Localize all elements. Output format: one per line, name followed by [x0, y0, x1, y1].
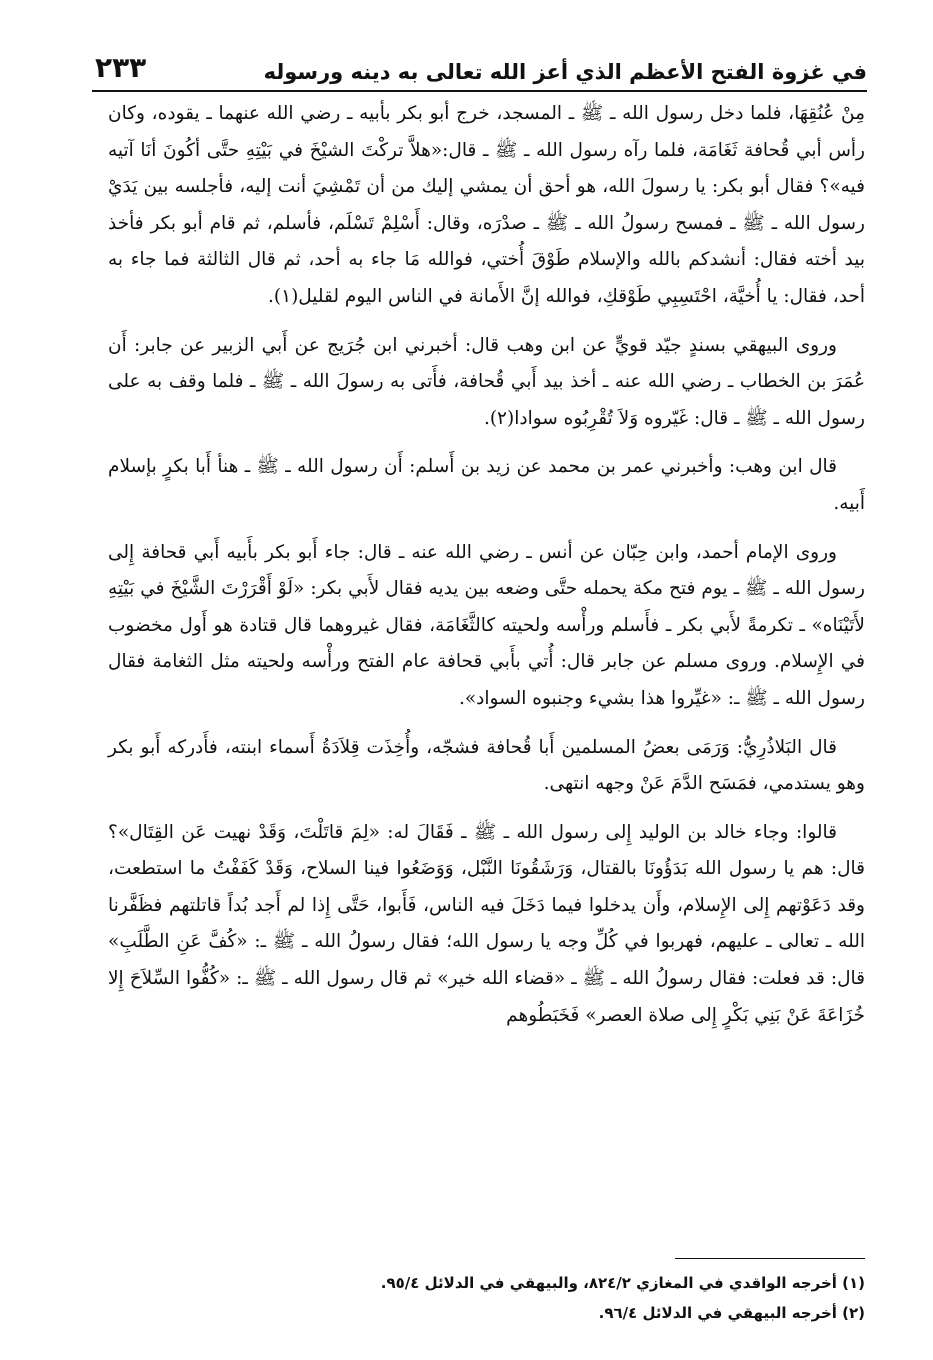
body-text	[108, 96, 865, 1046]
paragraph: قال ابن وهب: وأخبرني عمر بن محمد عن زيد بن أَسلم: أَن رسول الله ـ ﷺ ـ هنأ أَبا بكرٍ بإسلام أَبيه.	[108, 456, 865, 514]
paragraph: وروى الإمام أحمد، وابن حِبّان عن أنس ـ رضي الله عنه ـ قال: جاء أَبو بكر بأَبيه أَبي قحافة إِلى رسول الله ـ ﷺ ـ يوم فتح مكة يحمله حتَّى وضعه بين يديه فقال لأَبي بكر: «لَوْ أَقْرَرْتَ الشَّيْخَ في بَيْتِهِ لأَتَيْنَاه» ـ تكرمةً لأَبي بكر ـ فأَسلم ورأْسه ولحيته كالثَّغَامَة، فقال غيروهما قال قتادة هو أَول مخضوب في الإِسلام. وروى مسلم عن جابر قال: أُتي بأَبي قحافة عام الفتح ورأْسه ولحيته مثل الثغامة فقال رسول الله ـ ﷺ ـ: «غيِّروا هذا بشيء وجنبوه السواد».	[108, 541, 865, 709]
paragraph: مِنْ عُنُقِهَا، فلما دخل رسول الله ـ ﷺ ـ المسجد، خرج أبو بكر بأبيه ـ رضي الله عنهما ـ يقوده، وكان رأس أبي قُحافة ثَغَامَة، فلما رآه رسول الله ـ ﷺ ـ قال:«هلاَّ تركْتَ الشيْخَ في بَيْتِهِ حتَّى أكُونَ أنَا آتيه فيه»؟ فقال أبو بكر: يا رسولَ الله، هو أحق أن يمشي إليك من أن تَمْشِيَ أنت إليه، فأجلسه بين يَدَيْ رسول الله ـ ﷺ ـ فمسح رسولُ الله ـ ﷺ ـ صدْرَه، وقال: أَسْلِمْ تَسْلَم، فأسلم، ثم قام أبو بكر فأخذ بيد أخته فقال: أنشدكم بالله والإسلام طَوْقَ أُختي، فوالله مَا جاء به أحد، ثم قال الثالثة فما جاء به أحد، فقال: يا أُخيَّة، احْتَسِبِي طَوْقكِ، فوالله إنَّ الأَمانة في الناس اليوم لقليل(١).	[108, 103, 865, 307]
paragraph: قال البَلاذُرِيُّ: وَرَمَى بعضُ المسلمين أَبا قُحافة فشجّه، وأُخِذَت قِلاَدَةُ أَسماء ابنته، فأَدركه أَبو بكر وهو يستدمي، فمَسَح الدَّمَ عَنْ وجهه انتهى.	[108, 736, 865, 795]
footnotes	[108, 1268, 865, 1328]
paragraph: وروى البيهقي بسندٍ جيّد قويٍّ عن ابن وهب قال: أخبرني ابن جُرَيج عن أَبي الزبير عن جابر: أَن عُمَرَ بن الخطاب ـ رضي الله عنه ـ أخذ بيد أَبي قُحافة، فأَتى به رسولَ الله ـ ﷺ ـ فلما وقف به على رسول الله ـ ﷺ ـ قال: غَيّروه وَلاَ تُقْرِبُوه سوادا(٢).	[108, 334, 865, 429]
footnote-1: (١) أخرجه الواقدي في المغازي ٨٢٤/٢، والبيهقي في الدلائل ٩٥/٤.	[380, 1274, 865, 1292]
running-title: في غزوة الفتح الأعظم الذي أعز الله تعالى به دينه ورسوله	[263, 60, 867, 84]
footnote-2: (٢) أخرجه البيهقي في الدلائل ٩٦/٤.	[598, 1304, 865, 1322]
running-header	[95, 38, 867, 84]
footnote-divider	[675, 1258, 865, 1259]
paragraph: قالوا: وجاء خالد بن الوليد إِلى رسول الله ـ ﷺ ـ فَقَالَ له: «لِمَ قاتَلْتَ، وَقَدْ نهيت عَن القِتَال»؟ قال: هم يا رسول الله بَدَؤُونَا بالقتال، وَرَشَقُونَا النَّبْل، وَوَضَعُوا فينا السلاح، وَقَدْ كَفَفْتُ ما استطعت، وقد دَعَوْتهم إِلى الإِسلام، وأَن يدخلوا فيما دَخَلَ فيه الناس، فَأَبوا، حَتَّى إِذا لم أَجد بُداً قاتلتهم فظَفَّرنا الله ـ تعالى ـ عليهم، فهربوا في كُلِّ وجه يا رسول الله؛ فقال رسولُ الله ـ ﷺ ـ: «كُفَّ عَنِ الطَّلَبِ» قال: قد فعلت: فقال رسولُ الله ـ ﷺ ـ «قضاء الله خير» ثم قال رسول الله ـ ﷺ ـ: «كُفُّوا السِّلاَحَ إِلا خُزَاعَةَ عَنْ بَنِي بَكْرٍ إِلى صلاة العصر» فَخَبَطُوهم	[108, 821, 865, 1026]
header-divider	[92, 90, 867, 92]
page-number: ٢٣٣	[95, 51, 147, 84]
